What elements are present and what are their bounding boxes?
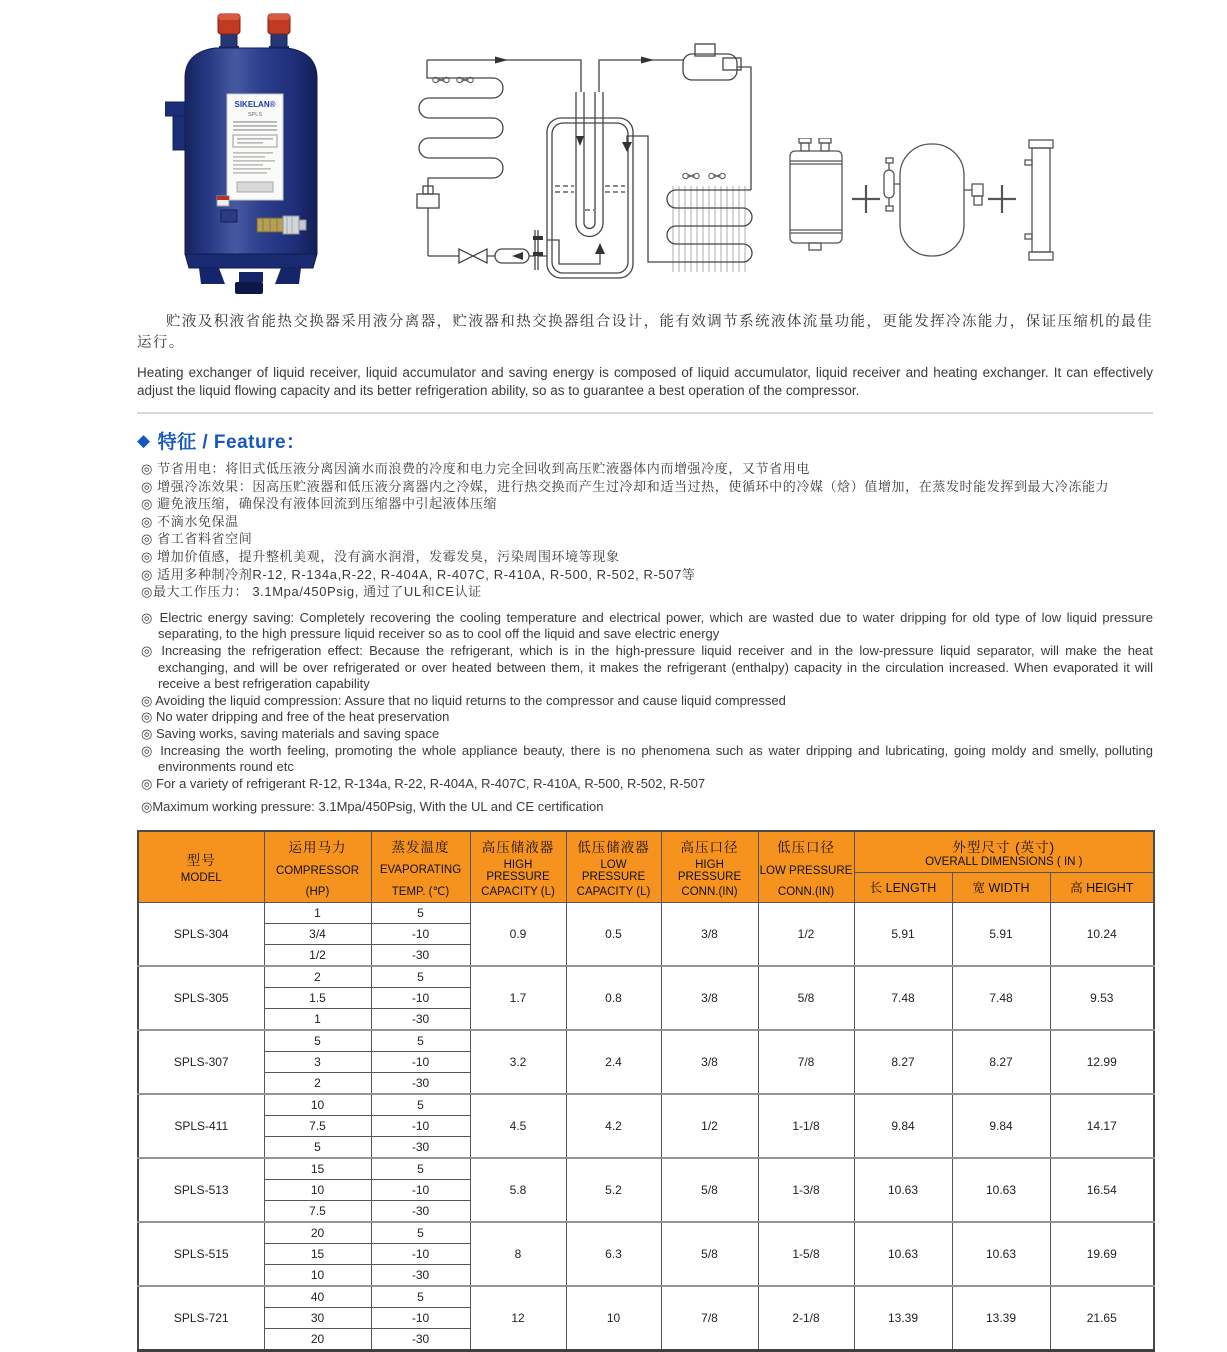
- width-cell: 5.91: [952, 902, 1050, 966]
- model-cell: SPLS-515: [138, 1222, 264, 1286]
- hp-cell: 15: [264, 1243, 371, 1264]
- low-capacity-cell: 0.5: [566, 902, 661, 966]
- hp-cell: 7.5: [264, 1200, 371, 1222]
- temp-cell: 5: [371, 1030, 470, 1052]
- width-cell: 8.27: [952, 1030, 1050, 1094]
- temp-cell: 5: [371, 1094, 470, 1116]
- intro-paragraph-en: Heating exchanger of liquid receiver, liquid accumulator and saving energy is composed of liquid accumulator, liquid receiver and heating exchanger. It can effectively adjust the liquid flowing capacity and its better refrigeration ability, so as to guarantee a best operation of the compressor.: [137, 365, 1153, 398]
- feature-item-cn: ◎ 不滴水免保温: [141, 513, 239, 529]
- hp-cell: 5: [264, 1136, 371, 1158]
- low-capacity-cell: 6.3: [566, 1222, 661, 1286]
- diamond-icon: ◆: [137, 430, 151, 450]
- figure-row: [137, 0, 1153, 300]
- low-conn-cell: 1-3/8: [758, 1158, 854, 1222]
- model-cell: SPLS-513: [138, 1158, 264, 1222]
- table-row: [138, 1286, 1154, 1308]
- feature-item-cn: ◎ 适用多种制冷剂R-12, R-134a,R-22, R-404A, R-407C, R-410A, R-500, R-502, R-507等: [141, 566, 696, 582]
- u-tube-heat-exchanger: [576, 92, 603, 237]
- width-cell: 9.84: [952, 1094, 1050, 1158]
- temp-cell: -30: [371, 1136, 470, 1158]
- feature-item-cn: ◎最大工作压力： 3.1Mpa/450Psig, 通过了UL和CE认证: [141, 584, 482, 600]
- temp-cell: 5: [371, 1158, 470, 1180]
- feature-item-cn: ◎ 增强冷冻效果：因高压贮液器和低压液分离器内之冷媒，进行热交换而产生过冷却和适当过热，使循环中的冷媒（焓）值增加，在蒸发时能发挥到最大冷冻能力: [141, 478, 1110, 494]
- height-cell: 10.24: [1050, 902, 1154, 966]
- temp-cell: 5: [371, 902, 470, 923]
- high-capacity-cell: 3.2: [470, 1030, 566, 1094]
- temp-cell: 5: [371, 1286, 470, 1308]
- col-header-high-capacity: 高压储液器 HIGH PRESSURE CAPACITY (L): [470, 831, 566, 903]
- temp-cell: -30: [371, 1072, 470, 1094]
- compressor-icon: [683, 44, 751, 190]
- feature-item-en: ◎ Electric energy saving: Completely recovering the cooling temperature and electrical power, which are wasted due to water dripping for old type of low liquid pressure separating, to the high pressure liquid receiver so as to cool off the liquid and save electric energy: [141, 609, 1153, 642]
- model-text: SPLS: [247, 112, 263, 118]
- temp-cell: 5: [371, 966, 470, 988]
- hp-cell: 40: [264, 1286, 371, 1308]
- col-header-low-conn: 低压口径 LOW PRESSURE CONN.(IN): [758, 831, 854, 903]
- feature-item-cn: ◎ 节省用电：将旧式低压液分离因滴水而浪费的冷度和电力完全回收到高压贮液器体内而增强冷度，又节省用电: [141, 461, 810, 476]
- plus-icon: [988, 185, 1016, 213]
- high-conn-cell: 3/8: [661, 1030, 758, 1094]
- feature-list-cn: [137, 460, 1153, 601]
- component-combination-diagram: [782, 138, 1112, 266]
- high-conn-cell: 7/8: [661, 1286, 758, 1351]
- hp-cell: 3/4: [264, 923, 371, 944]
- temp-cell: -10: [371, 1115, 470, 1136]
- temp-cell: -10: [371, 1179, 470, 1200]
- hp-cell: 1: [264, 902, 371, 923]
- feature-item-cn: ◎ 避免液压缩，确保没有液体回流到压缩器中引起液体压缩: [141, 496, 498, 512]
- table-row: [138, 902, 1154, 923]
- low-capacity-cell: 10: [566, 1286, 661, 1351]
- high-conn-cell: 3/8: [661, 902, 758, 966]
- hp-cell: 7.5: [264, 1115, 371, 1136]
- temp-cell: -10: [371, 1243, 470, 1264]
- feature-item-cn: ◎ 增加价值感，提升整机美观，没有滴水润滑，发霉发臭，污染周围环境等现象: [141, 548, 620, 564]
- length-cell: 9.84: [854, 1094, 952, 1158]
- feature-heading: [137, 427, 1153, 454]
- plus-icon: [852, 185, 880, 213]
- low-capacity-cell: 5.2: [566, 1158, 661, 1222]
- temp-cell: -30: [371, 944, 470, 966]
- model-cell: SPLS-304: [138, 902, 264, 966]
- page-content: [137, 0, 1153, 1352]
- hp-cell: 10: [264, 1094, 371, 1116]
- col-header-high-conn: 高压口径 HIGH PRESSURE CONN.(IN): [661, 831, 758, 903]
- evaporator-fins: [673, 186, 745, 272]
- height-cell: 16.54: [1050, 1158, 1154, 1222]
- high-conn-cell: 5/8: [661, 1222, 758, 1286]
- intro-paragraph-cn: 贮液及积液省能热交换器采用液分离器，贮液器和热交换器组合设计，能有效调节系统液体流量功能，更能发挥冷冻能力，保证压缩机的最佳运行。: [137, 314, 1153, 351]
- temp-cell: -10: [371, 987, 470, 1008]
- high-conn-cell: 1/2: [661, 1094, 758, 1158]
- high-capacity-cell: 1.7: [470, 966, 566, 1030]
- hp-cell: 2: [264, 966, 371, 988]
- hp-cell: 1/2: [264, 944, 371, 966]
- model-cell: SPLS-307: [138, 1030, 264, 1094]
- hp-cell: 20: [264, 1222, 371, 1244]
- table-row: [138, 1030, 1154, 1052]
- hp-cell: 10: [264, 1264, 371, 1286]
- feature-item-en: ◎ No water dripping and free of the heat preservation: [141, 709, 450, 725]
- col-header-low-capacity: 低压储液器 LOW PRESSURE CAPACITY (L): [566, 831, 661, 903]
- hp-cell: 3: [264, 1051, 371, 1072]
- col-header-height: 高 HEIGHT: [1050, 872, 1154, 902]
- low-capacity-cell: 4.2: [566, 1094, 661, 1158]
- heat-exchanger-icon: [1025, 140, 1053, 260]
- high-capacity-cell: 8: [470, 1222, 566, 1286]
- hp-cell: 15: [264, 1158, 371, 1180]
- section-divider: [137, 412, 1153, 414]
- col-header-model: 型号 MODEL: [138, 831, 264, 903]
- table-row: [138, 1094, 1154, 1116]
- solenoid-valve-icon: [417, 186, 439, 256]
- hp-cell: 30: [264, 1307, 371, 1328]
- col-header-dimensions: 外型尺寸 (英寸) OVERALL DIMENSIONS ( IN ): [854, 831, 1154, 873]
- temp-cell: -10: [371, 1051, 470, 1072]
- hp-cell: 20: [264, 1328, 371, 1350]
- feature-item-cn: ◎ 省工省料省空间: [141, 531, 253, 547]
- temp-cell: -30: [371, 1328, 470, 1350]
- feature-list-en: [137, 610, 1153, 816]
- width-cell: 10.63: [952, 1222, 1050, 1286]
- feature-item-en: ◎Maximum working pressure: 3.1Mpa/450Psig, With the UL and CE certification: [141, 799, 604, 815]
- length-cell: 13.39: [854, 1286, 952, 1351]
- length-cell: 8.27: [854, 1030, 952, 1094]
- product-label: [227, 94, 283, 200]
- height-cell: 21.65: [1050, 1286, 1154, 1351]
- suction-pipe: [599, 60, 683, 92]
- feature-item-en: ◎ Increasing the refrigeration effect: Because the refrigerant, which is in the high-pressure liquid receiver and in the low-pressure liquid separator, will make the heat exchanging, and will be over refrigerated or over heated between them, it makes the refrigerant (enthalpy) capacity in the circulation increased. When evaporated it will receive a best refrigeration capability: [141, 642, 1153, 692]
- flow-arrows: [495, 57, 654, 261]
- high-conn-cell: 3/8: [661, 966, 758, 1030]
- feature-title: 特征 / Feature：: [157, 432, 306, 453]
- feature-item-en: ◎ Saving works, saving materials and saving space: [141, 725, 440, 741]
- low-capacity-cell: 0.8: [566, 966, 661, 1030]
- length-cell: 10.63: [854, 1158, 952, 1222]
- product-photo: [165, 4, 337, 294]
- low-conn-cell: 1-5/8: [758, 1222, 854, 1286]
- col-header-width: 宽 WIDTH: [952, 872, 1050, 902]
- height-cell: 9.53: [1050, 966, 1154, 1030]
- height-cell: 14.17: [1050, 1094, 1154, 1158]
- evaporator-fan-icon: [709, 173, 725, 178]
- table-row: [138, 1158, 1154, 1180]
- tank-base: [185, 254, 317, 294]
- feature-item-en: ◎ Increasing the worth feeling, promoting the whole appliance beauty, there is no phenomena such as water dripping and lubricating, going moldy and smelly, polluting environments round etc: [141, 742, 1153, 775]
- liquid-receiver-icon: [884, 144, 983, 256]
- width-cell: 7.48: [952, 966, 1050, 1030]
- low-conn-cell: 1/2: [758, 902, 854, 966]
- model-cell: SPLS-411: [138, 1094, 264, 1158]
- spec-table: [137, 830, 1155, 1352]
- hp-cell: 1.5: [264, 987, 371, 1008]
- height-cell: 19.69: [1050, 1222, 1154, 1286]
- temp-cell: -10: [371, 1307, 470, 1328]
- table-row: [138, 1222, 1154, 1244]
- expansion-valve-icon: [459, 249, 473, 263]
- temp-cell: 5: [371, 1222, 470, 1244]
- low-conn-cell: 2-1/8: [758, 1286, 854, 1351]
- high-conn-cell: 5/8: [661, 1158, 758, 1222]
- refrigeration-cycle-diagram: [395, 40, 795, 292]
- temp-cell: -30: [371, 1200, 470, 1222]
- table-row: [138, 966, 1154, 988]
- low-conn-cell: 7/8: [758, 1030, 854, 1094]
- feature-item-en: ◎ Avoiding the liquid compression: Assure that no liquid returns to the compressor and cause liquid compressed: [141, 692, 786, 708]
- high-capacity-cell: 5.8: [470, 1158, 566, 1222]
- length-cell: 5.91: [854, 902, 952, 966]
- hp-cell: 5: [264, 1030, 371, 1052]
- low-conn-cell: 5/8: [758, 966, 854, 1030]
- width-cell: 13.39: [952, 1286, 1050, 1351]
- feature-item-en: ◎ For a variety of refrigerant R-12, R-134a, R-22, R-404A, R-407C, R-410A, R-500, R-502, R-507: [141, 775, 706, 791]
- col-header-length: 长 LENGTH: [854, 872, 952, 902]
- temp-cell: -10: [371, 923, 470, 944]
- low-conn-cell: 1-1/8: [758, 1094, 854, 1158]
- length-cell: 7.48: [854, 966, 952, 1030]
- hp-cell: 1: [264, 1008, 371, 1030]
- width-cell: 10.63: [952, 1158, 1050, 1222]
- low-capacity-cell: 2.4: [566, 1030, 661, 1094]
- temp-cell: -30: [371, 1008, 470, 1030]
- height-cell: 12.99: [1050, 1030, 1154, 1094]
- high-capacity-cell: 12: [470, 1286, 566, 1351]
- liquid-accumulator-icon: [790, 138, 842, 250]
- length-cell: 10.63: [854, 1222, 952, 1286]
- evaporator-fan-icon: [683, 173, 699, 178]
- model-cell: SPLS-305: [138, 966, 264, 1030]
- brand-text: SIKELAN®: [234, 100, 276, 109]
- col-header-hp: 运用马力 COMPRESSOR (HP): [264, 831, 371, 903]
- condenser-coil-icon: [419, 60, 503, 194]
- temp-cell: -30: [371, 1264, 470, 1286]
- spec-table-body: [138, 902, 1154, 1350]
- high-capacity-cell: 0.9: [470, 902, 566, 966]
- high-capacity-cell: 4.5: [470, 1094, 566, 1158]
- discharge-pipe: [427, 60, 581, 92]
- receiver-tank-outline: [547, 118, 633, 278]
- hp-cell: 2: [264, 1072, 371, 1094]
- tank-ports-icon: [218, 14, 290, 52]
- model-cell: SPLS-721: [138, 1286, 264, 1351]
- hp-cell: 10: [264, 1179, 371, 1200]
- col-header-temp: 蒸发温度 EVAPORATING TEMP. (℃): [371, 831, 470, 903]
